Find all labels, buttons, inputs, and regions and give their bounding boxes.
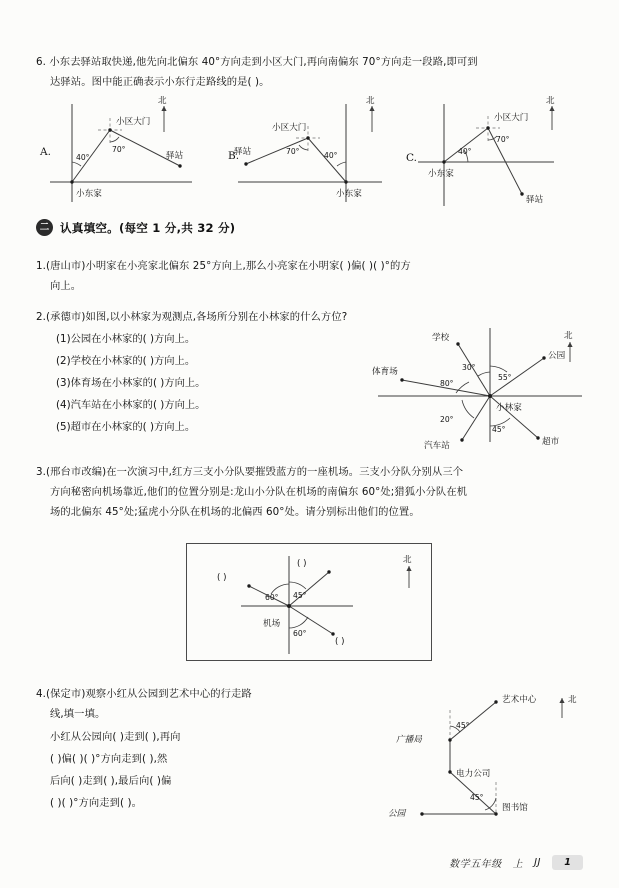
figure-point-home: 小东家 [428,169,454,179]
figure-angle-60-down: 60° [293,629,307,638]
figure-north-label: 北 [568,695,577,705]
section-number-badge: 二 [36,219,53,236]
figure-angle-40: 40° [324,151,338,160]
question-3-line-2: 方向秘密向机场靠近,他们的位置分别是:龙山小分队在机场的南偏东 60°处;猎狐小分队在机 [50,486,468,498]
figure-angle-45: 45° [492,425,506,434]
figure-blank-bottom[interactable]: ( ) [335,637,345,647]
figure-place-park: 公园 [388,809,406,819]
question-1-line-2: 向上。 [50,280,82,292]
question-2-item-1: (1)公园在小林家的( )方向上。 [56,333,196,345]
footer-volume: 上 [512,859,524,870]
question-4-line-3: 小红从公园向( )走到( ),再向 [50,731,181,743]
question-6-line-1: 6. 小东去驿站取快递,他先向北偏东 40°方向走到小区大门,再向南偏东 70°方向走一段路,即可到 [36,56,478,68]
figure-angle-55: 55° [498,373,512,382]
figure-point-station: 驿站 [166,151,184,161]
figure-q6-choice-c [412,96,592,214]
figure-angle-45-lower: 45° [470,793,484,802]
figure-angle-45: 45° [293,591,307,600]
question-3-line-1: 3.(邢台市改编)在一次演习中,红方三支小分队要摧毁蓝方的一座机场。三支小分队分别从三个 [36,466,464,478]
question-1-line-1: 1.(唐山市)小明家在小亮家北偏东 25°方向上,那么小亮家在小明家( )偏( )( )°的方 [36,260,411,272]
question-4-line-6: ( )( )°方向走到( )。 [50,797,143,809]
question-4-line-1: 4.(保定市)观察小红从公园到艺术中心的行走路 [36,688,252,700]
figure-place-library: 图书馆 [502,803,528,813]
figure-place-park: 公园 [548,351,566,361]
figure-q3-box [186,543,432,661]
choice-label-a[interactable]: A. [40,146,51,158]
figure-north-label: 北 [546,96,555,106]
figure-north-label: 北 [564,331,573,341]
figure-north-label: 北 [403,555,412,565]
question-4-line-4: ( )偏( )( )°方向走到( ),然 [50,753,168,765]
figure-angle-70: 70° [112,145,126,154]
figure-place-broadcast-bureau: 广播局 [396,735,422,745]
figure-blank-left[interactable]: ( ) [217,573,227,583]
figure-place-stadium: 体育场 [372,367,398,377]
figure-angle-40: 40° [76,153,90,162]
page-number: 1 [552,855,583,870]
figure-place-school: 学校 [432,333,450,343]
figure-angle-30: 30° [462,363,476,372]
figure-point-home: 小东家 [336,189,362,199]
figure-q2-compass [366,322,590,451]
figure-place-supermarket: 超市 [542,437,560,447]
footer-subject: 数学五年级 [449,859,502,870]
choice-label-c[interactable]: C. [406,152,417,164]
question-2-item-3: (3)体育场在小林家的( )方向上。 [56,377,206,389]
figure-angle-70: 70° [496,135,510,144]
figure-center-home: 小林家 [496,403,522,413]
choice-label-b[interactable]: B. [228,150,240,162]
figure-q6-choice-b [232,96,392,208]
figure-angle-45-upper: 45° [456,721,470,730]
figure-place-bus-station: 汽车站 [424,441,450,451]
figure-north-label: 北 [366,96,375,106]
figure-center-airport: 机场 [263,619,281,629]
section-header [36,219,235,236]
figure-point-gate: 小区大门 [272,123,307,133]
figure-q4-route [366,684,592,824]
question-4-line-5: 后向( )走到( ),最后向( )偏 [50,775,172,787]
footer-edition: JJ [534,857,541,868]
question-3-line-3: 场的北偏东 45°处;猛虎小分队在机场的北偏西 60°处。请分别标出他们的位置。 [50,506,420,518]
figure-north-label: 北 [158,96,167,106]
figure-place-power-company: 电力公司 [456,769,491,779]
figure-blank-top[interactable]: ( ) [297,559,307,569]
question-6-line-2: 达驿站。图中能正确表示小东行走路线的是( )。 [50,76,270,88]
page-footer [0,855,619,870]
figure-q6-choice-a [40,96,220,208]
figure-angle-80: 80° [440,379,454,388]
question-2-stem: 2.(承德市)如图,以小林家为观测点,各场所分别在小林家的什么方位? [36,311,348,323]
question-2-item-5: (5)超市在小林家的( )方向上。 [56,421,196,433]
question-4-line-2: 线,填一填。 [50,708,106,720]
figure-angle-40: 40° [458,147,472,156]
section-title: 认真填空。(每空 1 分,共 32 分) [60,220,236,235]
figure-angle-60-left: 60° [265,593,279,602]
question-2-item-2: (2)学校在小林家的( )方向上。 [56,355,196,367]
figure-point-station: 驿站 [234,147,252,157]
question-2-item-4: (4)汽车站在小林家的( )方向上。 [56,399,206,411]
figure-place-art-center: 艺术中心 [502,695,537,705]
figure-point-gate: 小区大门 [116,117,151,127]
figure-angle-70: 70° [286,147,300,156]
figure-point-home: 小东家 [76,189,102,199]
figure-angle-20: 20° [440,415,454,424]
figure-point-gate: 小区大门 [494,113,529,123]
figure-point-station: 驿站 [526,195,544,205]
